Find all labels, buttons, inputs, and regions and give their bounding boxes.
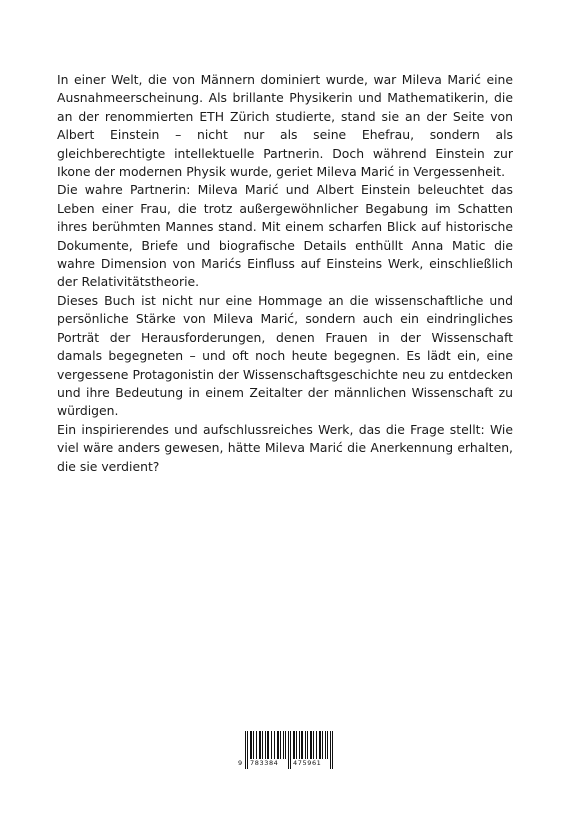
barcode-bar xyxy=(274,731,275,759)
barcode-bar xyxy=(319,731,321,759)
barcode-bar xyxy=(299,731,300,759)
barcode-bar xyxy=(262,731,263,759)
barcode-bar xyxy=(247,731,248,769)
isbn-barcode xyxy=(236,731,340,771)
barcode-bar xyxy=(327,731,328,759)
blurb-paragraph-1: In einer Welt, die von Männern dominiert wurde, war Mileva Marić eine Ausnahmeerscheinung. Als brillante Physikerin und Mathematikerin, die an der renommierten ETH Zürich studierte, stand sie an der Seite von Albert Einstein – nicht nur als seine Ehefrau, sondern als gleichberechtigte intellektuelle Partnerin. Doch während Einstein zur Ikone der modernen Physik wurde, geriet Mileva Marić in Vergessenheit. xyxy=(57,72,513,180)
barcode-bar xyxy=(277,731,279,759)
barcode-right-digits: 475961 xyxy=(293,759,322,767)
barcode-bar xyxy=(259,731,261,759)
barcode-bar xyxy=(280,731,281,759)
barcode-bar xyxy=(305,731,306,759)
barcode-bar xyxy=(316,731,317,759)
barcode-bar xyxy=(290,731,291,769)
barcode-bar xyxy=(288,731,289,769)
barcode-bar xyxy=(267,731,269,759)
barcode-bar xyxy=(245,731,246,769)
barcode-bar xyxy=(310,731,312,759)
barcode-bar xyxy=(296,731,297,759)
blurb-text xyxy=(57,71,513,476)
barcode-bar xyxy=(265,731,266,759)
barcode-bar xyxy=(283,731,284,759)
barcode-bar xyxy=(330,731,331,769)
blurb-paragraph-3: Dieses Buch ist nicht nur eine Hommage an die wissenschaftliche und persönliche Stärke von Mileva Marić, sondern auch ein eindringliches Porträt der Herausforderungen, denen Frauen in der Wissenschaft damals begegneten – und oft noch heute begegnen. Es lädt ein, eine vergessene Protagonistin der Wissenschaftsgeschichte neu zu entdecken und ihre Bedeutung in einem Zeitalter der männlichen Wissenschaft zu würdigen. xyxy=(57,292,513,419)
barcode-bar xyxy=(322,731,323,759)
barcode-bar xyxy=(313,731,314,759)
blurb-paragraph-4: Ein inspirierendes und aufschlussreiches Werk, das die Frage stellt: Wie viel wäre anders gewesen, hätte Mileva Marić die Anerkennung erhalten, die sie verdient? xyxy=(57,421,513,474)
barcode-bar xyxy=(250,731,252,759)
barcode-bar xyxy=(332,731,333,769)
barcode-bar xyxy=(271,731,272,759)
barcode-left-digits: 783384 xyxy=(250,759,279,767)
barcode-bar xyxy=(256,731,257,759)
barcode-bar xyxy=(325,731,326,759)
barcode-bar xyxy=(253,731,254,759)
barcode-bar xyxy=(307,731,308,759)
blurb-paragraph-2: Die wahre Partnerin: Mileva Marić und Albert Einstein beleuchtet das Leben einer Frau, die trotz außergewöhnlicher Begabung im Schatten ihres berühmten Mannes stand. Mit einem scharfen Blick auf historische Dokumente, Briefe und biografische Details enthüllt Anna Matic die wahre Dimension von Marićs Einfluss auf Einsteins Werk, einschließlich der Relativitätstheorie. xyxy=(57,182,513,290)
barcode-bar xyxy=(301,731,303,759)
barcode-bar xyxy=(293,731,295,759)
barcode-lead-digit: 9 xyxy=(238,759,243,767)
barcode-bar xyxy=(285,731,286,759)
